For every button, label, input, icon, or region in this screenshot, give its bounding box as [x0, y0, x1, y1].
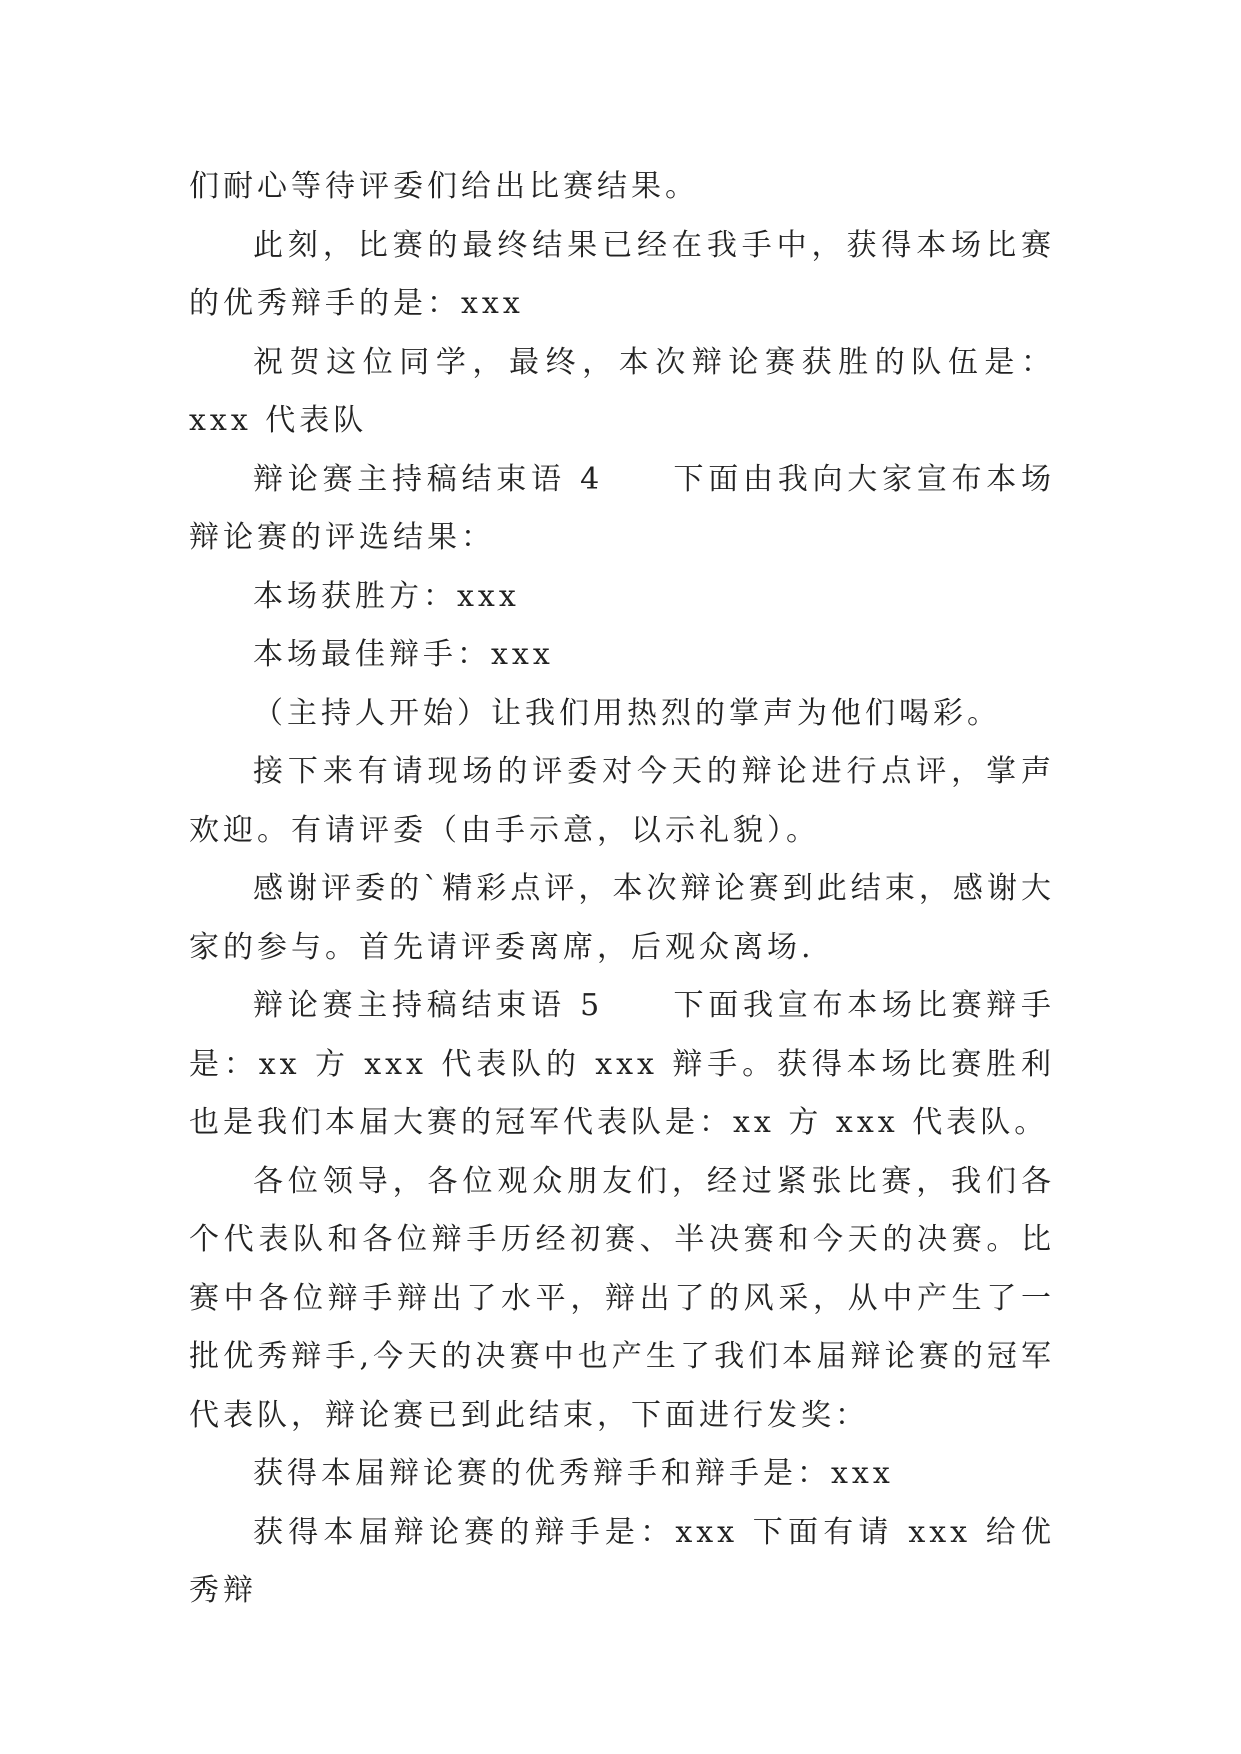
paragraph: 此刻，比赛的最终结果已经在我手中，获得本场比赛的优秀辩手的是：xxx	[189, 227, 1055, 321]
paragraph: 本场最佳辩手：xxx	[253, 637, 554, 672]
paragraph: （主持人开始）让我们用热烈的掌声为他们喝彩。	[253, 695, 1001, 731]
paragraph: 获得本届辩论赛的优秀辩手和辩手是：xxx	[253, 1456, 894, 1491]
document-body	[189, 158, 1055, 1621]
paragraph: 获得本届辩论赛的辩手是：xxx 下面有请 xxx 给优秀辩	[189, 1514, 1055, 1608]
paragraph: 本场获胜方：xxx	[253, 578, 520, 614]
paragraph: 们耐心等待评委们给出比赛结果。	[189, 169, 699, 204]
paragraph: 接下来有请现场的评委对今天的辩论进行点评，掌声欢迎。有请评委（由手示意，以示礼貌）。	[189, 754, 1055, 848]
paragraph: 祝贺这位同学，最终，本次辩论赛获胜的队伍是：xxx 代表队	[189, 344, 1055, 438]
paragraph: 感谢评委的`精彩点评，本次辩论赛到此结束，感谢大家的参与。首先请评委离席，后观众离场.	[189, 871, 1055, 965]
paragraph: 辩论赛主持稿结束语 4 下面由我向大家宣布本场辩论赛的评选结果：	[189, 461, 1055, 555]
paragraph: 辩论赛主持稿结束语 5 下面我宣布本场比赛辩手是：xx 方 xxx 代表队的 xxx 辩手。获得本场比赛胜利也是我们本届大赛的冠军代表队是：xx 方 xxx 代表队。	[189, 988, 1055, 1140]
paragraph: 各位领导，各位观众朋友们，经过紧张比赛，我们各个代表队和各位辩手历经初赛、半决赛和今天的决赛。比赛中各位辩手辩出了水平，辩出了的风采，从中产生了一批优秀辩手,今天的决赛中也产生了我们本届辩论赛的冠军代表队，辩论赛已到此结束，下面进行发奖：	[189, 1163, 1055, 1433]
